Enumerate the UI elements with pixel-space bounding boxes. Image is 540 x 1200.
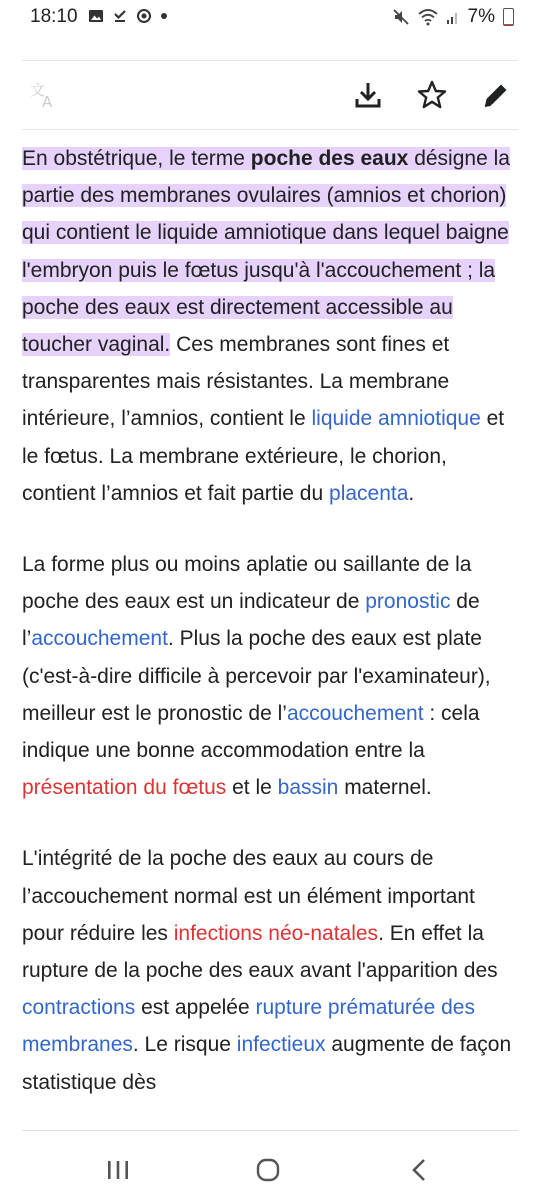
paragraph-2: La forme plus ou moins aplatie ou saillante de la poche des eaux est un indicateur de pronostic de l’accouchement. Plus la poche des eaux est plate (c'est-à-dire difficile à percevoir par l'examinateur), meilleur est le pronostic de l’accouchement : cela indique une bonne accommodation entre la présentation du fœtus et le bassin maternel. bbox=[22, 553, 491, 800]
link-placenta[interactable]: placenta bbox=[329, 481, 409, 505]
notification-icons bbox=[88, 8, 168, 24]
link-rupture-prematuree[interactable]: rupture prématurée des membranes bbox=[22, 996, 475, 1057]
status-bar bbox=[0, 0, 540, 36]
link-contractions[interactable]: contractions bbox=[22, 996, 136, 1020]
highlighted-selection[interactable]: En obstétrique, le terme poche des eaux désigne la partie des membranes ovulaires (amnios et chorion) qui contient le liquide amniotique dans lequel baigne l'embryon puis le fœtus jusqu'à l'accouchement ; la poche des eaux est directement accessible au toucher vaginal. bbox=[22, 147, 510, 357]
wifi-icon bbox=[418, 8, 438, 26]
svg-text:A: A bbox=[42, 93, 53, 111]
paragraph-3: L'intégrité de la poche des eaux au cours de l’accouchement normal est un élément important pour réduire les infections néo-natales. En effet la rupture de la poche des eaux avant l'apparition des contractions est appelée rupture prématurée des membranes. Le risque infectieux augmente de façon statistique dès bbox=[22, 847, 512, 1094]
battery-percent: 7% bbox=[467, 6, 495, 27]
system-icons bbox=[392, 6, 514, 28]
paragraph-1: En obstétrique, le terme poche des eaux désigne la partie des membranes ovulaires (amnios et chorion) qui contient le liquide amniotique dans lequel baigne l'embryon puis le fœtus jusqu'à l'accouchement ; la poche des eaux est directement accessible au toucher vaginal. Ces membranes sont fines et transparentes mais résistantes. La membrane intérieure, l’amnios, contient le liquide amniotique et le fœtus. La membrane extérieure, le chorion, contient l’amnios et fait partie du placenta. bbox=[22, 147, 510, 505]
battery-level bbox=[504, 24, 513, 25]
home-icon[interactable] bbox=[250, 1154, 286, 1186]
download-done-icon bbox=[112, 8, 128, 24]
page-actions-toolbar bbox=[22, 60, 518, 130]
divider bbox=[22, 1130, 518, 1131]
term-bold: poche des eaux bbox=[250, 147, 409, 170]
link-liquide-amniotique[interactable]: liquide amniotique bbox=[311, 407, 481, 431]
battery-icon bbox=[503, 8, 514, 26]
navigation-bar bbox=[0, 1140, 540, 1200]
link-accouchement[interactable]: accouchement bbox=[286, 701, 424, 725]
svg-text:文: 文 bbox=[30, 81, 46, 99]
star-icon[interactable] bbox=[416, 79, 448, 111]
article-content bbox=[22, 140, 518, 1130]
link-infectieux[interactable]: infectieux bbox=[236, 1033, 326, 1057]
signal-icon bbox=[446, 9, 460, 25]
back-icon[interactable] bbox=[402, 1154, 438, 1186]
clock: 18:10 bbox=[30, 6, 78, 27]
link-pronostic[interactable]: pronostic bbox=[365, 590, 451, 614]
link-infections-neonatales[interactable]: infections néo-natales bbox=[173, 921, 379, 945]
sync-icon bbox=[136, 8, 152, 24]
edit-icon[interactable] bbox=[480, 79, 512, 111]
dot-icon bbox=[160, 8, 168, 24]
image-icon bbox=[88, 8, 104, 24]
link-bassin[interactable]: bassin bbox=[277, 776, 339, 800]
link-presentation-du-foetus[interactable]: présentation du fœtus bbox=[22, 776, 227, 800]
link-accouchement[interactable]: accouchement bbox=[31, 627, 168, 651]
recent-apps-icon[interactable] bbox=[100, 1154, 136, 1186]
download-icon[interactable] bbox=[352, 79, 384, 111]
mute-icon bbox=[392, 8, 410, 26]
translate-icon[interactable] bbox=[28, 79, 60, 111]
